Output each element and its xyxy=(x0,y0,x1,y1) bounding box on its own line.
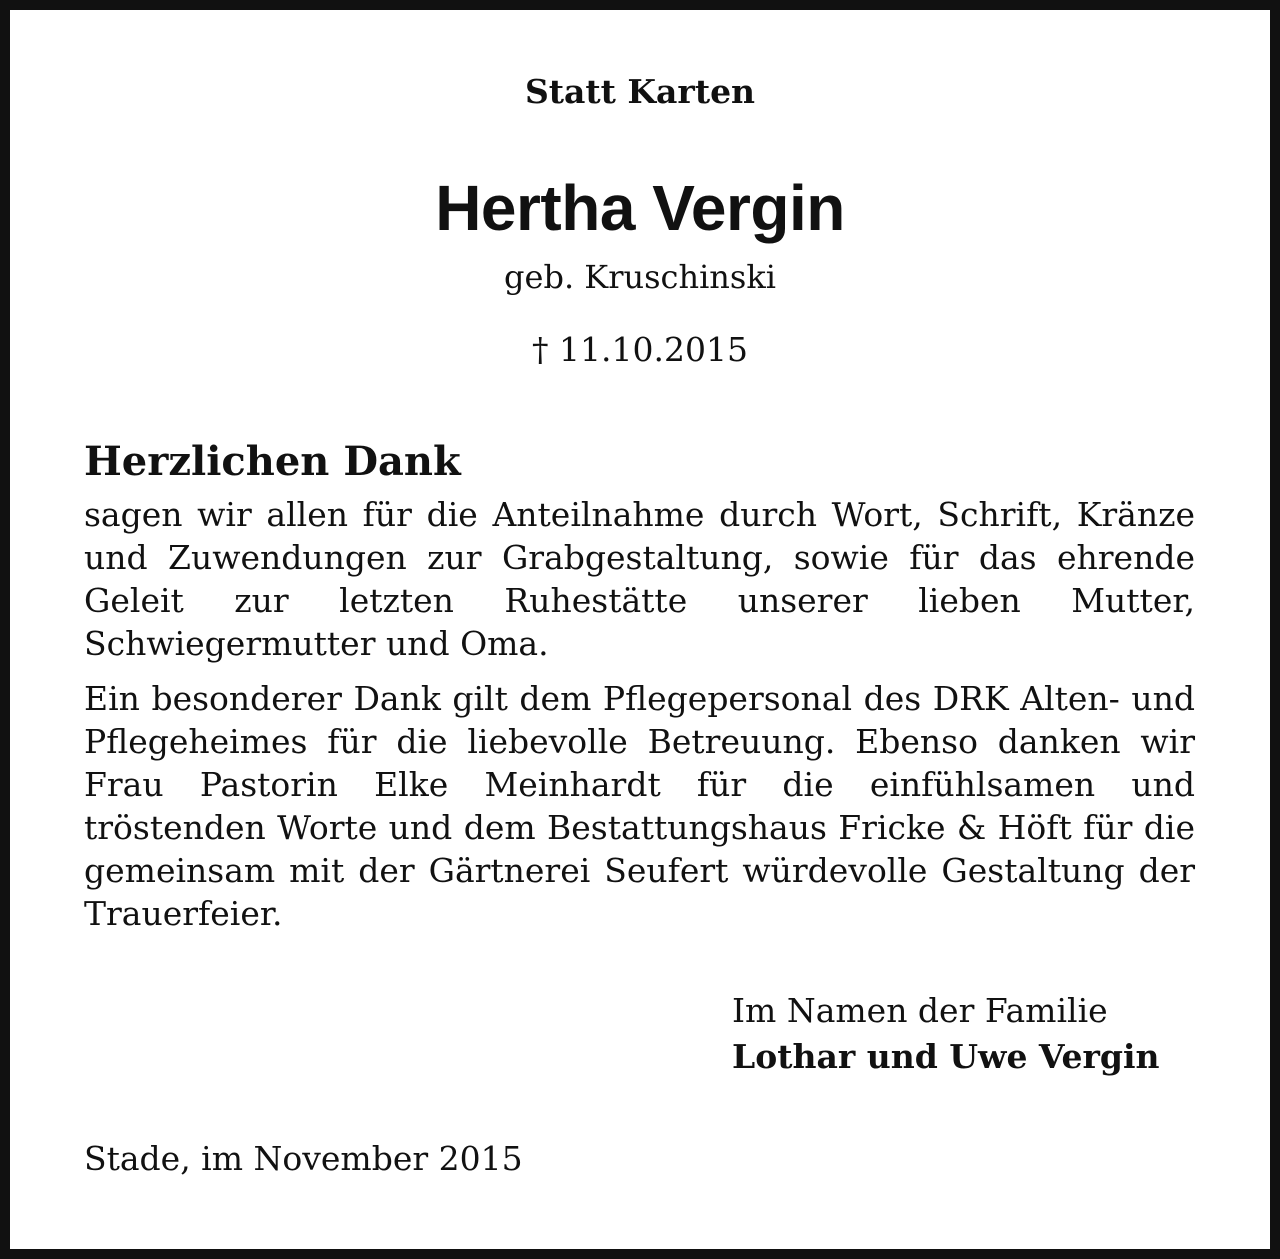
death-date: † 11.10.2015 xyxy=(532,330,748,369)
signoff xyxy=(732,988,1195,1080)
signoff-line: Im Namen der Familie xyxy=(732,991,1108,1030)
thanks-heading: Herzlichen Dank xyxy=(84,438,461,485)
place-and-date: Stade, im November 2015 xyxy=(84,1139,523,1178)
thanks-paragraph-1: sagen wir allen für die Anteilnahme durch Wort, Schrift, Kränze und Zuwendungen zur Grabgestaltung, sowie für das ehrende Geleit zur letzten Ruhestätte unserer lieben Mutter, Schwiegermutter und Oma. xyxy=(84,495,1195,663)
birth-name: geb. Kruschinski xyxy=(504,258,776,296)
notice-header: Statt Karten xyxy=(524,72,756,111)
signoff-names: Lothar und Uwe Vergin xyxy=(732,1037,1160,1076)
thanks-paragraph-2: Ein besonderer Dank gilt dem Pflegepersonal des DRK Alten- und Pflegeheimes für die liebevolle Betreuung. Ebenso danken wir Frau Pastorin Elke Meinhardt für die einfühlsamen und tröstenden Worte und dem Bestattungshaus Fricke & Höft für die gemeinsam mit der Gärtnerei Seufert würdevolle Gestaltung der Trauerfeier. xyxy=(84,679,1195,933)
deceased-name: Hertha Vergin xyxy=(435,172,845,244)
